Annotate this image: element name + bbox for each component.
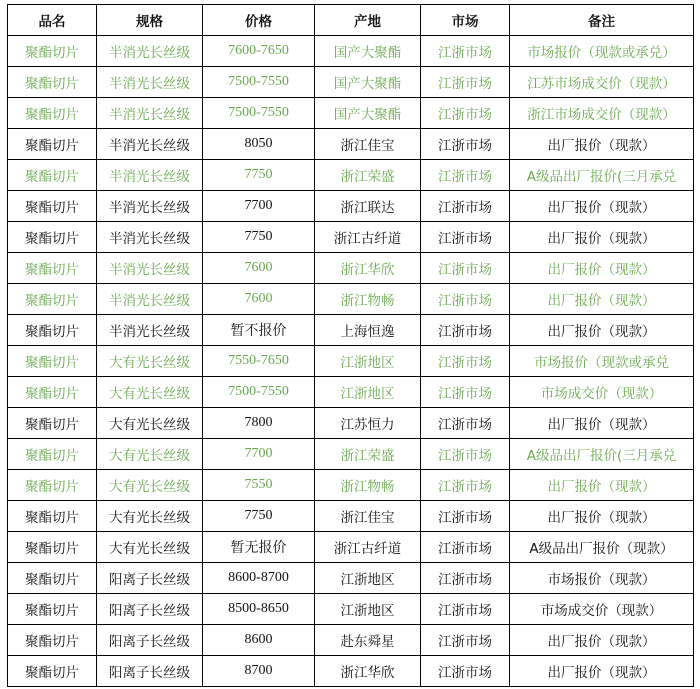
cell-market: 江浙市场 (421, 408, 510, 439)
cell-origin: 浙江荣盛 (315, 160, 421, 191)
header-origin: 产地 (315, 5, 421, 36)
cell-price: 暂不报价 (203, 315, 315, 346)
cell-origin: 赴东舜星 (315, 625, 421, 656)
table-row (8, 532, 694, 563)
table-row (8, 563, 694, 594)
cell-origin: 浙江华欣 (315, 656, 421, 687)
cell-price: 8700 (203, 656, 315, 687)
table-row (8, 160, 694, 191)
cell-origin: 浙江华欣 (315, 253, 421, 284)
cell-origin: 浙江联达 (315, 191, 421, 222)
table-row (8, 470, 694, 501)
cell-spec: 大有光长丝级 (97, 346, 203, 377)
cell-price: 7600 (203, 284, 315, 315)
cell-origin: 国产大聚酯 (315, 36, 421, 67)
cell-note: 市场报价（现款或承兑） (510, 36, 694, 67)
cell-price: 7700 (203, 439, 315, 470)
cell-name: 聚酯切片 (8, 532, 97, 563)
cell-spec: 大有光长丝级 (97, 377, 203, 408)
cell-name: 聚酯切片 (8, 284, 97, 315)
table-row (8, 222, 694, 253)
cell-note: 出厂报价（现款） (510, 191, 694, 222)
header-note: 备注 (510, 5, 694, 36)
cell-note: 江苏市场成交价（现款） (510, 67, 694, 98)
cell-origin: 江浙地区 (315, 594, 421, 625)
cell-note: 市场成交价（现款） (510, 377, 694, 408)
cell-name: 聚酯切片 (8, 377, 97, 408)
cell-note: A级品出厂报价（现款） (510, 532, 694, 563)
cell-name: 聚酯切片 (8, 253, 97, 284)
cell-spec: 半消光长丝级 (97, 222, 203, 253)
cell-spec: 阳离子长丝级 (97, 563, 203, 594)
cell-note: 出厂报价（现款） (510, 470, 694, 501)
cell-price: 8600-8700 (203, 563, 315, 594)
header-row (8, 5, 694, 36)
table-row (8, 315, 694, 346)
table-row (8, 191, 694, 222)
cell-note: 市场报价（现款或承兑 (510, 346, 694, 377)
cell-spec: 半消光长丝级 (97, 315, 203, 346)
header-market: 市场 (421, 5, 510, 36)
cell-name: 聚酯切片 (8, 129, 97, 160)
cell-origin: 国产大聚酯 (315, 67, 421, 98)
cell-origin: 江浙地区 (315, 563, 421, 594)
cell-market: 江浙市场 (421, 98, 510, 129)
cell-note: 出厂报价（现款） (510, 253, 694, 284)
cell-spec: 阳离子长丝级 (97, 656, 203, 687)
cell-name: 聚酯切片 (8, 594, 97, 625)
cell-note: A级品出厂报价(三月承兑 (510, 439, 694, 470)
cell-name: 聚酯切片 (8, 563, 97, 594)
cell-name: 聚酯切片 (8, 67, 97, 98)
table-row (8, 408, 694, 439)
header-spec: 规格 (97, 5, 203, 36)
cell-origin: 浙江佳宝 (315, 501, 421, 532)
cell-note: 出厂报价（现款） (510, 129, 694, 160)
cell-market: 江浙市场 (421, 346, 510, 377)
table-row (8, 346, 694, 377)
cell-origin: 国产大聚酯 (315, 98, 421, 129)
cell-note: 出厂报价（现款） (510, 284, 694, 315)
cell-price: 7600-7650 (203, 36, 315, 67)
cell-spec: 大有光长丝级 (97, 408, 203, 439)
cell-price: 8600 (203, 625, 315, 656)
cell-note: 出厂报价（现款） (510, 408, 694, 439)
cell-spec: 阳离子长丝级 (97, 594, 203, 625)
cell-market: 江浙市场 (421, 253, 510, 284)
cell-market: 江浙市场 (421, 284, 510, 315)
cell-price: 7750 (203, 222, 315, 253)
cell-market: 江浙市场 (421, 501, 510, 532)
cell-price: 7750 (203, 160, 315, 191)
price-table (7, 4, 694, 687)
cell-market: 江浙市场 (421, 129, 510, 160)
cell-note: 出厂报价（现款） (510, 315, 694, 346)
cell-market: 江浙市场 (421, 625, 510, 656)
cell-origin: 浙江佳宝 (315, 129, 421, 160)
table-row (8, 67, 694, 98)
cell-note: 市场成交价（现款） (510, 594, 694, 625)
cell-price: 8050 (203, 129, 315, 160)
table-row (8, 501, 694, 532)
table-row (8, 656, 694, 687)
cell-name: 聚酯切片 (8, 439, 97, 470)
header-name: 品名 (8, 5, 97, 36)
cell-spec: 半消光长丝级 (97, 129, 203, 160)
cell-price: 7600 (203, 253, 315, 284)
table-row (8, 594, 694, 625)
cell-spec: 大有光长丝级 (97, 532, 203, 563)
cell-note: A级品出厂报价(三月承兑 (510, 160, 694, 191)
cell-market: 江浙市场 (421, 594, 510, 625)
cell-name: 聚酯切片 (8, 315, 97, 346)
cell-origin: 浙江荣盛 (315, 439, 421, 470)
cell-name: 聚酯切片 (8, 191, 97, 222)
cell-price: 7500-7550 (203, 98, 315, 129)
cell-note: 出厂报价（现款） (510, 625, 694, 656)
cell-market: 江浙市场 (421, 656, 510, 687)
cell-name: 聚酯切片 (8, 625, 97, 656)
cell-market: 江浙市场 (421, 439, 510, 470)
cell-note: 出厂报价（现款） (510, 501, 694, 532)
table-row (8, 253, 694, 284)
cell-spec: 大有光长丝级 (97, 439, 203, 470)
cell-market: 江浙市场 (421, 36, 510, 67)
cell-price: 7550 (203, 470, 315, 501)
table-row (8, 98, 694, 129)
cell-market: 江浙市场 (421, 191, 510, 222)
cell-price: 8500-8650 (203, 594, 315, 625)
cell-spec: 阳离子长丝级 (97, 625, 203, 656)
table-body (8, 36, 694, 687)
cell-price: 暂无报价 (203, 532, 315, 563)
cell-name: 聚酯切片 (8, 501, 97, 532)
cell-spec: 半消光长丝级 (97, 191, 203, 222)
cell-note: 出厂报价（现款） (510, 656, 694, 687)
header-price: 价格 (203, 5, 315, 36)
cell-origin: 江浙地区 (315, 377, 421, 408)
cell-name: 聚酯切片 (8, 470, 97, 501)
cell-note: 出厂报价（现款） (510, 222, 694, 253)
cell-price: 7500-7550 (203, 67, 315, 98)
cell-spec: 半消光长丝级 (97, 253, 203, 284)
cell-origin: 江苏恒力 (315, 408, 421, 439)
cell-origin: 浙江物畅 (315, 470, 421, 501)
cell-spec: 大有光长丝级 (97, 501, 203, 532)
cell-origin: 浙江古纤道 (315, 222, 421, 253)
table-row (8, 284, 694, 315)
cell-origin: 浙江古纤道 (315, 532, 421, 563)
table-row (8, 129, 694, 160)
cell-spec: 半消光长丝级 (97, 36, 203, 67)
cell-name: 聚酯切片 (8, 408, 97, 439)
cell-market: 江浙市场 (421, 563, 510, 594)
cell-market: 江浙市场 (421, 470, 510, 501)
cell-origin: 浙江物畅 (315, 284, 421, 315)
cell-price: 7700 (203, 191, 315, 222)
cell-spec: 半消光长丝级 (97, 67, 203, 98)
cell-market: 江浙市场 (421, 160, 510, 191)
cell-market: 江浙市场 (421, 532, 510, 563)
cell-spec: 半消光长丝级 (97, 98, 203, 129)
cell-market: 江浙市场 (421, 222, 510, 253)
cell-market: 江浙市场 (421, 377, 510, 408)
cell-name: 聚酯切片 (8, 346, 97, 377)
cell-name: 聚酯切片 (8, 36, 97, 67)
cell-price: 7800 (203, 408, 315, 439)
cell-market: 江浙市场 (421, 315, 510, 346)
cell-market: 江浙市场 (421, 67, 510, 98)
cell-name: 聚酯切片 (8, 222, 97, 253)
cell-spec: 半消光长丝级 (97, 160, 203, 191)
cell-spec: 半消光长丝级 (97, 284, 203, 315)
cell-spec: 大有光长丝级 (97, 470, 203, 501)
cell-origin: 江浙地区 (315, 346, 421, 377)
cell-name: 聚酯切片 (8, 160, 97, 191)
table-row (8, 377, 694, 408)
table-row (8, 625, 694, 656)
cell-price: 7550-7650 (203, 346, 315, 377)
cell-price: 7750 (203, 501, 315, 532)
cell-name: 聚酯切片 (8, 98, 97, 129)
cell-note: 市场报价（现款） (510, 563, 694, 594)
cell-name: 聚酯切片 (8, 656, 97, 687)
cell-note: 浙江市场成交价（现款） (510, 98, 694, 129)
table-row (8, 36, 694, 67)
table-row (8, 439, 694, 470)
cell-origin: 上海恒逸 (315, 315, 421, 346)
cell-price: 7500-7550 (203, 377, 315, 408)
